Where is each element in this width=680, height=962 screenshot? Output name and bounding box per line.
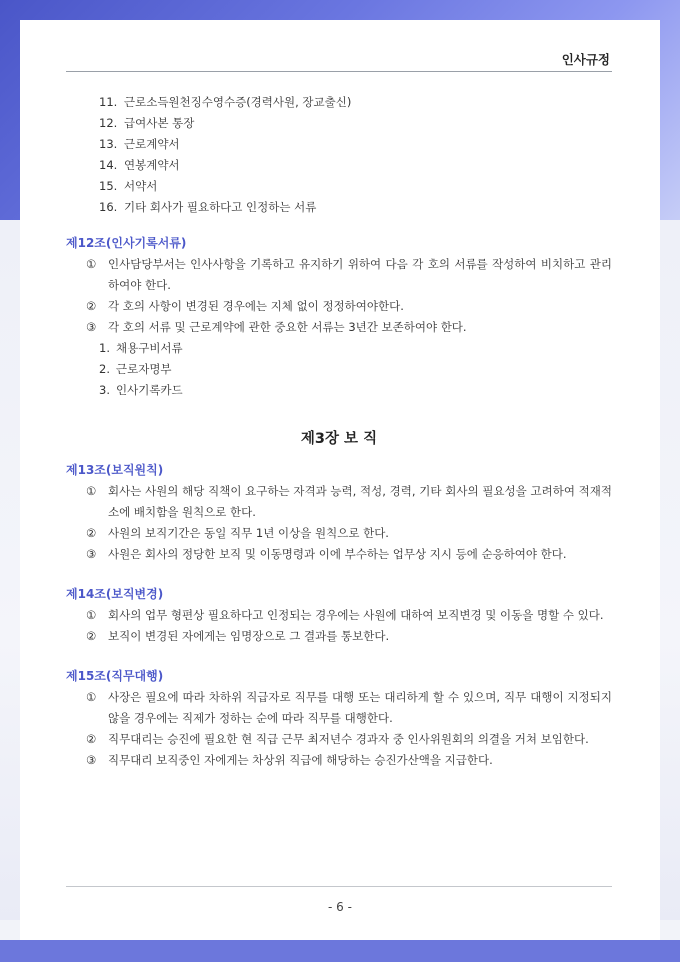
list-item: 12. 급여사본 통장 xyxy=(99,116,195,130)
page-number: - 6 - xyxy=(328,900,352,914)
background-bottom-band xyxy=(0,940,680,962)
article-15-clause-1: ① 사장은 필요에 따라 차하위 직급자로 직무를 대행 또는 대리하게 할 수 있으며, 직무 대행이 지정되지 않을 경우에는 직제가 정하는 순에 따라 직무를 대행한다. xyxy=(86,690,612,725)
article-15-title: 제15조(직무대행) xyxy=(66,669,164,683)
article-14-title: 제14조(보직변경) xyxy=(66,587,164,601)
article-12-item-2: 2. 근로자명부 xyxy=(99,362,172,376)
article-12-clause-2: ② 각 호의 사항이 변경된 경우에는 지체 없이 정정하여야한다. xyxy=(86,299,404,313)
header-divider xyxy=(66,71,612,72)
article-15-clause-3: ③ 직무대리 보직중인 자에게는 차상위 직급에 해당하는 승진가산액을 지급한다. xyxy=(86,753,493,767)
article-12-clause-3: ③ 각 호의 서류 및 근로계약에 관한 중요한 서류는 3년간 보존하여야 한다. xyxy=(86,320,467,334)
article-14-clause-1: ① 회사의 업무 형편상 필요하다고 인정되는 경우에는 사원에 대하여 보직변경 및 이동을 명할 수 있다. xyxy=(86,608,604,622)
article-15-clause-2: ② 직무대리는 승진에 필요한 현 직급 근무 최저년수 경과자 중 인사위원회의 의결을 거쳐 보임한다. xyxy=(86,732,589,746)
article-12-item-1: 1. 채용구비서류 xyxy=(99,341,183,355)
article-14-clause-2: ② 보직이 변경된 자에게는 임명장으로 그 결과를 통보한다. xyxy=(86,629,390,643)
footer-divider xyxy=(66,886,612,887)
article-12-clause-1: ① 인사담당부서는 인사사항을 기록하고 유지하기 위하여 다음 각 호의 서류를 작성하여 비치하고 관리하여야 한다. xyxy=(86,257,612,292)
article-13-clause-2: ② 사원의 보직기간은 동일 직무 1년 이상을 원칙으로 한다. xyxy=(86,526,389,540)
header-title: 인사규정 xyxy=(561,52,610,67)
continued-list xyxy=(66,92,612,218)
chapter-3-title: 제3장 보 직 xyxy=(300,431,378,447)
list-item: 15. 서약서 xyxy=(99,179,158,193)
list-item: 14. 연봉계약서 xyxy=(99,158,180,172)
article-13-clause-1: ① 회사는 사원의 해당 직책이 요구하는 자격과 능력, 적성, 경력, 기타 회사의 필요성을 고려하여 적재적소에 배치함을 원칙으로 한다. xyxy=(86,484,612,519)
document-body xyxy=(66,92,612,771)
article-12-title: 제12조(인사기록서류) xyxy=(66,236,187,250)
article-13-clause-3: ③ 사원은 회사의 정당한 보직 및 이동명령과 이에 부수하는 업무상 지시 등에 순응하여야 한다. xyxy=(86,547,567,561)
list-item: 13. 근로계약서 xyxy=(99,137,180,151)
list-item: 16. 기타 회사가 필요하다고 인정하는 서류 xyxy=(99,200,317,214)
list-item: 11. 근로소득원천징수영수증(경력사원, 장교출신) xyxy=(99,95,352,109)
article-13-title: 제13조(보직원칙) xyxy=(66,463,164,477)
article-12-item-3: 3. 인사기록카드 xyxy=(99,383,183,397)
